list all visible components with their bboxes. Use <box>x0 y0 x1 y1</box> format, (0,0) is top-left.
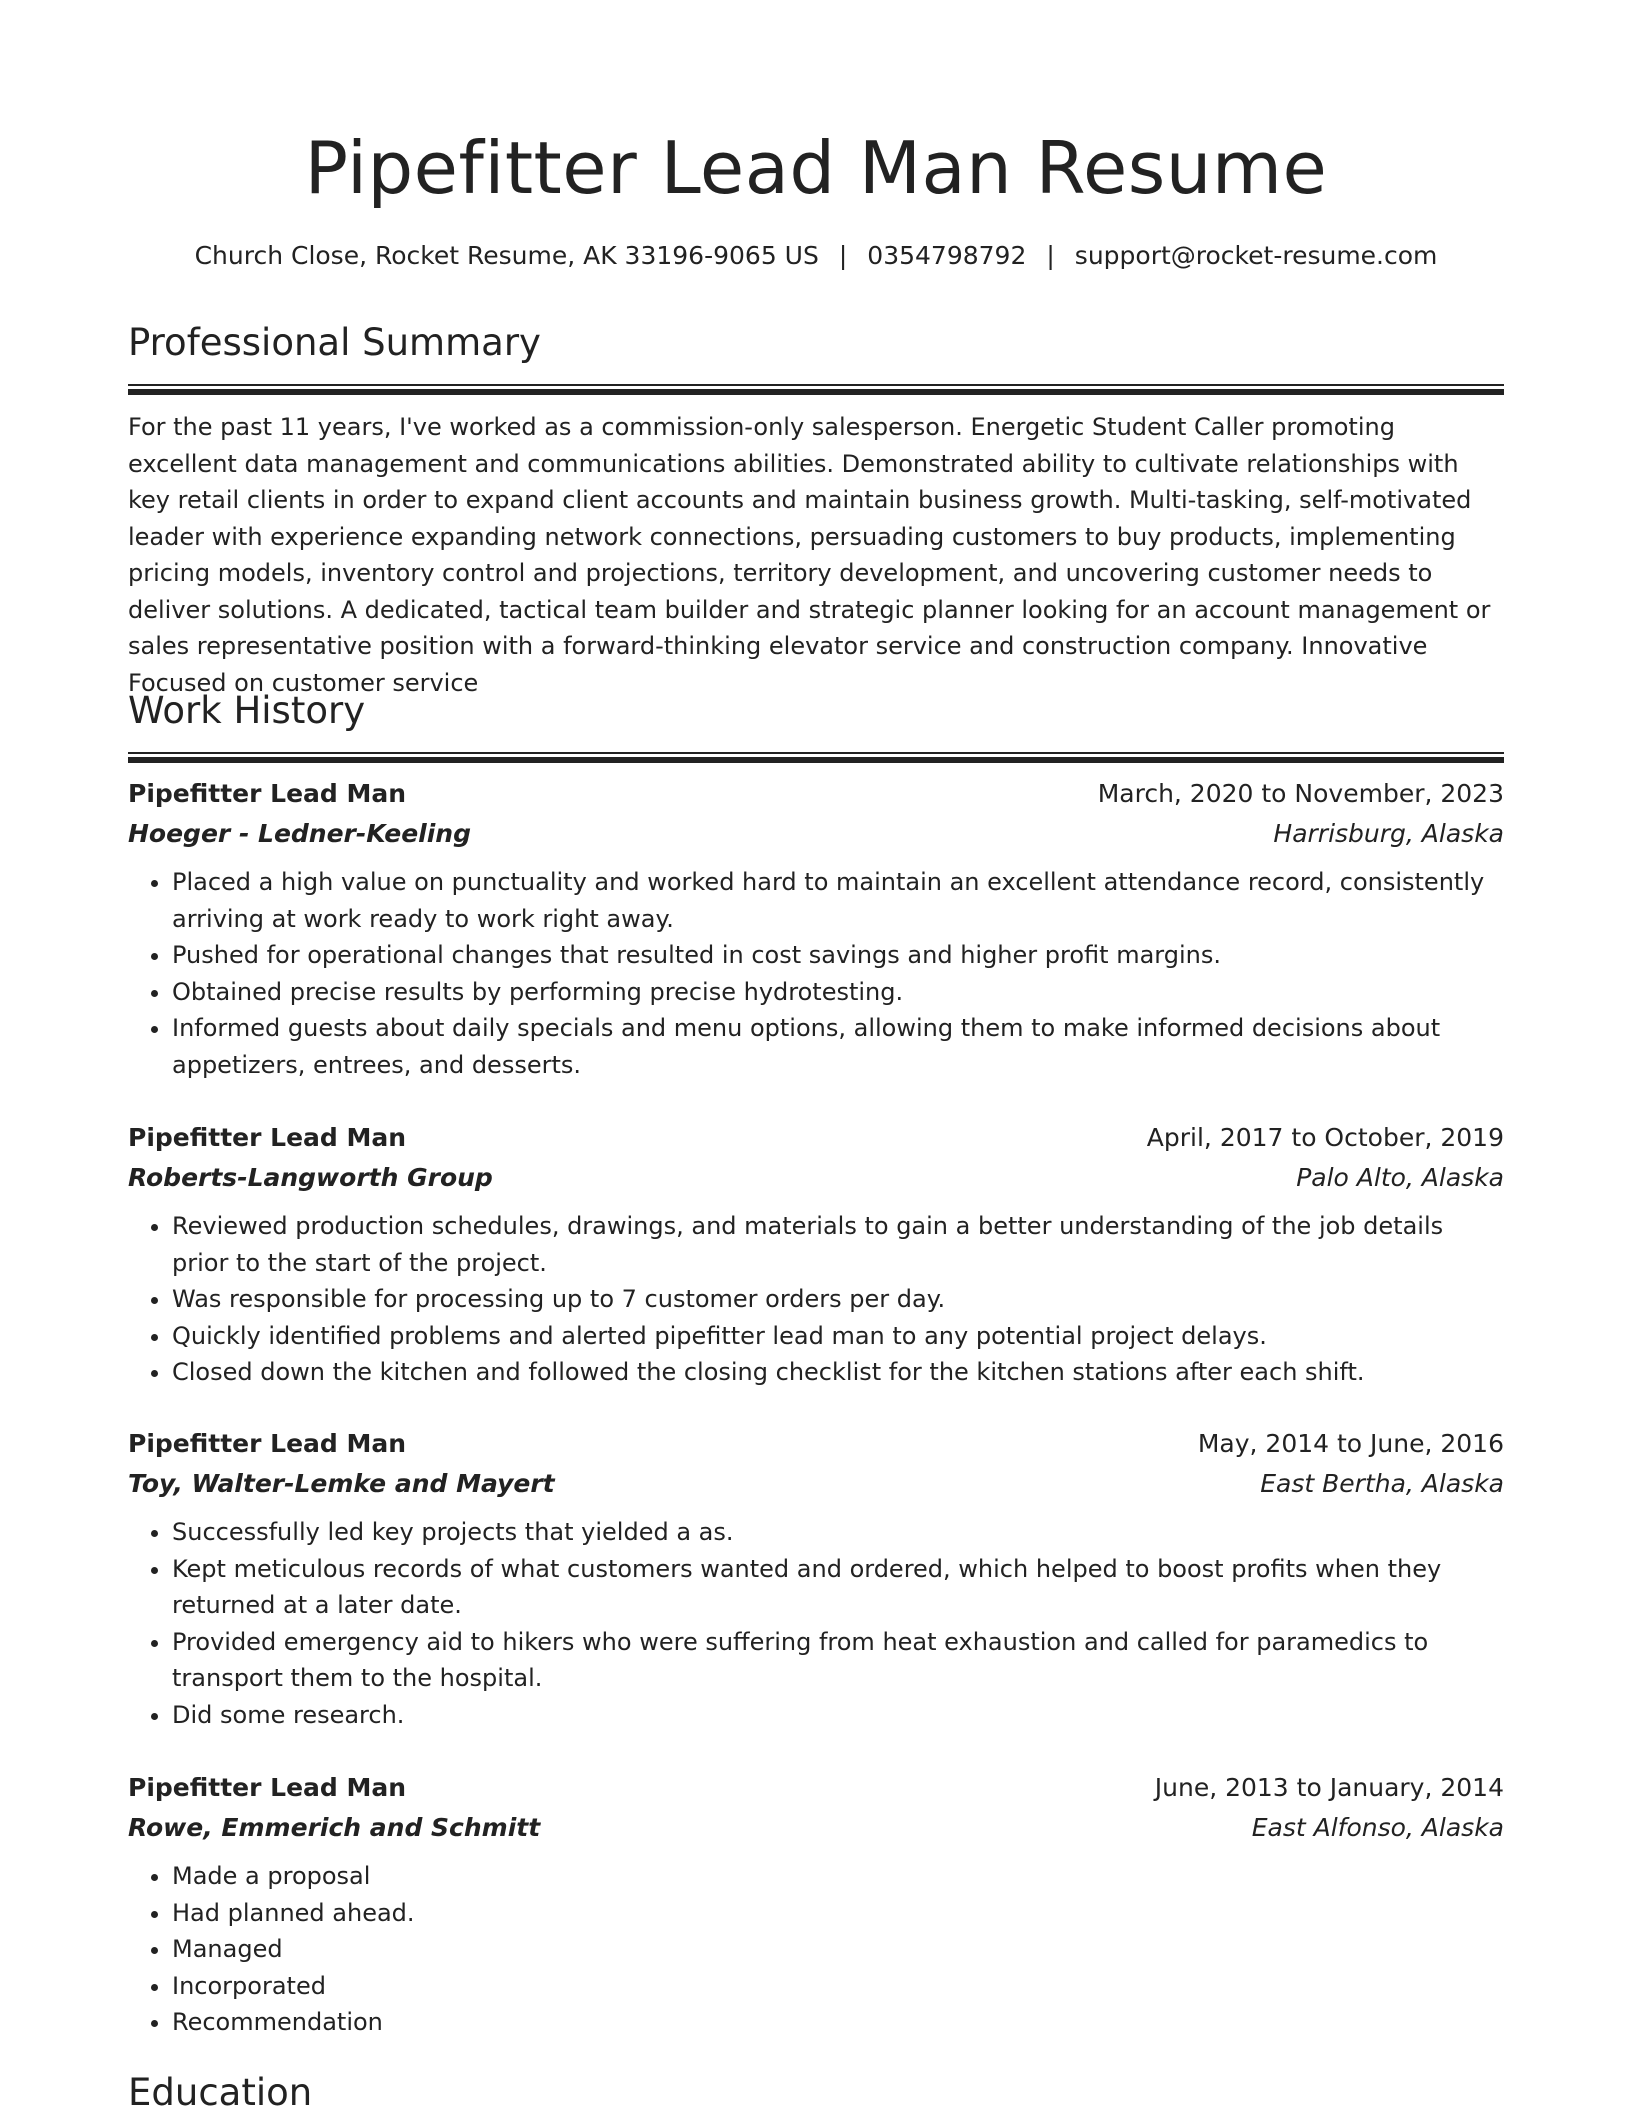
job-dates: March, 2020 to November, 2023 <box>1097 779 1504 808</box>
contact-address: Church Close, Rocket Resume, AK 33196-9065 US <box>194 241 819 270</box>
job-bullet-list <box>128 1514 1504 1733</box>
job-company: Roberts-Langworth Group <box>128 1163 493 1192</box>
job-bullet: • Informed guests about daily specials and menu options, allowing them to make informed decisions about appetizers, entrees, and desserts. <box>172 1010 1504 1083</box>
job-bullet: • Obtained precise results by performing precise hydrotesting. <box>172 974 1504 1011</box>
job-dates: May, 2014 to June, 2016 <box>1197 1429 1504 1458</box>
job-bullet: • Incorporated <box>172 1968 1504 2005</box>
job-title: Pipefitter Lead Man <box>128 1429 407 1458</box>
job-title: Pipefitter Lead Man <box>128 779 407 808</box>
job-subheader-row <box>128 1158 1504 1198</box>
work-history-section <box>128 686 1504 763</box>
section-heading: Professional Summary <box>128 321 541 364</box>
job-bullet: • Recommendation <box>172 2004 1504 2041</box>
contact-separator: | <box>838 241 848 270</box>
contact-separator: | <box>1046 241 1055 270</box>
job-bullet: • Reviewed production schedules, drawings, and materials to gain a better understanding of the job details prior to the start of the project. <box>172 1208 1504 1281</box>
section-heading: Education <box>128 2071 313 2114</box>
job-location: East Bertha, Alaska <box>1260 1469 1504 1498</box>
job-header-row <box>128 1768 1504 1808</box>
job-entry <box>128 774 1504 1083</box>
job-bullet: • Pushed for operational changes that resulted in cost savings and higher profit margins. <box>172 937 1504 974</box>
job-title: Pipefitter Lead Man <box>128 1773 407 1802</box>
job-entry <box>128 1424 1504 1733</box>
contact-email: support@rocket-resume.com <box>1074 241 1438 270</box>
job-subheader-row <box>128 1464 1504 1504</box>
job-subheader-row <box>128 814 1504 854</box>
job-entry <box>128 1118 1504 1391</box>
job-title: Pipefitter Lead Man <box>128 1123 407 1152</box>
job-company: Rowe, Emmerich and Schmitt <box>128 1813 541 1842</box>
job-bullet: • Quickly identified problems and alerted pipefitter lead man to any potential project delays. <box>172 1318 1504 1355</box>
job-subheader-row <box>128 1808 1504 1848</box>
job-bullet: • Successfully led key projects that yielded a as. <box>172 1514 1504 1551</box>
contact-line <box>128 238 1504 274</box>
job-location: East Alfonso, Alaska <box>1251 1813 1504 1842</box>
job-header-row <box>128 1424 1504 1464</box>
education-section <box>128 2068 1504 2118</box>
job-bullet-list <box>128 864 1504 1083</box>
section-divider <box>128 384 1504 395</box>
job-bullet: • Was responsible for processing up to 7 customer orders per day. <box>172 1281 1504 1318</box>
job-bullet: • Had planned ahead. <box>172 1895 1504 1932</box>
job-bullet-list <box>128 1858 1504 2041</box>
section-divider <box>128 752 1504 763</box>
job-bullet-list <box>128 1208 1504 1391</box>
job-bullet: • Did some research. <box>172 1697 1504 1734</box>
job-bullet: • Provided emergency aid to hikers who were suffering from heat exhaustion and called for paramedics to transport them to the hospital. <box>172 1624 1504 1697</box>
job-location: Harrisburg, Alaska <box>1273 819 1504 848</box>
summary-text: For the past 11 years, I've worked as a commission-only salesperson. Energetic Student Caller promoting excellent data management and communications abilities. Demonstrated ability to cultivate relationships with key retail clients in order to expand client accounts and maintain business growth. Multi-tasking, self-motivated leader with experience expanding network connections, persuading customers to buy products, implementing pricing models, inventory control and projections, territory development, and uncovering customer needs to deliver solutions. A dedicated, tactical team builder and strategic planner looking for an account management or sales representative position with a forward-thinking elevator service and construction company. Innovative Focused on customer service <box>128 413 1491 697</box>
professional-summary-section <box>128 318 1504 701</box>
section-heading: Work History <box>128 689 366 732</box>
contact-phone: 0354798792 <box>867 241 1027 270</box>
job-company: Hoeger - Ledner-Keeling <box>128 819 472 848</box>
job-bullet: • Kept meticulous records of what customers wanted and ordered, which helped to boost profits when they returned at a later date. <box>172 1551 1504 1624</box>
job-bullet: • Closed down the kitchen and followed the closing checklist for the kitchen stations after each shift. <box>172 1354 1504 1391</box>
job-header-row <box>128 774 1504 814</box>
job-header-row <box>128 1118 1504 1158</box>
job-bullet: • Managed <box>172 1931 1504 1968</box>
job-location: Palo Alto, Alaska <box>1296 1163 1504 1192</box>
job-bullet: • Made a proposal <box>172 1858 1504 1895</box>
job-dates: June, 2013 to January, 2014 <box>1154 1773 1504 1802</box>
page-title: Pipefitter Lead Man Resume <box>304 126 1328 210</box>
job-bullet: • Placed a high value on punctuality and worked hard to maintain an excellent attendance record, consistently arriving at work ready to work right away. <box>172 864 1504 937</box>
job-dates: April, 2017 to October, 2019 <box>1146 1123 1504 1152</box>
job-entry <box>128 1768 1504 2041</box>
job-company: Toy, Walter-Lemke and Mayert <box>128 1469 555 1498</box>
